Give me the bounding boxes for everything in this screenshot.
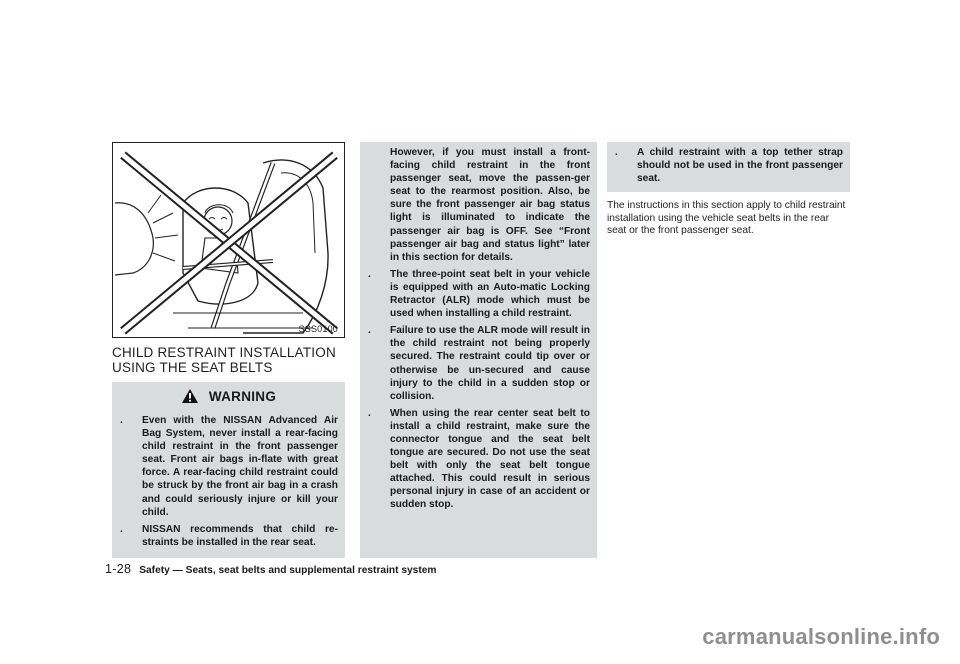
watermark-text: carmanualsonline.info — [702, 624, 940, 649]
bullet: . — [120, 523, 123, 535]
page-footer — [105, 560, 436, 576]
body-paragraph: The instructions in this section apply to child restraint installation using the vehicle seat belts in the rear seat or the front passenger seat. — [607, 200, 846, 237]
warning-heading — [112, 388, 345, 404]
bullet: . — [615, 147, 618, 158]
warning-item-2: NISSAN recommends that child re-straints be installed in the rear seat. — [142, 523, 338, 548]
warning-final-box — [607, 142, 850, 192]
list-item — [607, 146, 850, 185]
col3-item-1: A child restraint with a top tether strap should not be used in the front passenger seat. — [637, 147, 843, 185]
section-title — [112, 345, 352, 375]
col2-item-3: When using the rear center seat belt to install a child restraint, make sure the connector tongue and the seat belt tongue are secured. Do not use the seat belt with only the seat belt tongue attached. This could result in serious personal injury in case of an accident or sudden stop. — [390, 407, 590, 511]
section-title-line1: CHILD RESTRAINT INSTALLATION — [112, 345, 336, 360]
warning-item-1: Even with the NISSAN Advanced Air Bag System, never install a rear-facing child restraint in the front passenger seat. Front air bags in-flate with great force. A rear-facing child restraint could be struck by the front air bag in a crash and could seriously injure or kill your child. — [142, 415, 338, 518]
col2-item-1: The three-point seat belt in your vehicle is equipped with an Auto-matic Locking Retractor (ALR) mode which must be used when installing a child restraint. — [390, 268, 590, 320]
figure-code: SSS0100 — [298, 324, 338, 334]
bullet: . — [368, 407, 371, 419]
bullet: . — [368, 325, 371, 337]
list-item — [360, 324, 597, 403]
bullet: . — [120, 415, 123, 426]
list-item — [112, 414, 345, 519]
list-item — [360, 407, 597, 512]
chapter-title: Safety — Seats, seat belts and supplemental restraint system — [139, 565, 437, 576]
warning-triangle-icon — [181, 388, 199, 404]
warning-label: WARNING — [208, 389, 277, 404]
warning-continuation-text: However, if you must install a front-facing child restraint in the front passenger seat, move the passen-ger seat to the rearmost position. Also, be sure the front passenger air bag status light is illuminated to indicate the passenger air bag is OFF. See “Front passenger air bag and status light” later in this section for details. — [390, 147, 590, 263]
bullet: . — [368, 268, 371, 280]
page-number: 1-28 — [105, 562, 132, 576]
list-item — [360, 268, 597, 320]
section-title-line2: USING THE SEAT BELTS — [112, 360, 273, 375]
illustration-drawing — [113, 143, 345, 338]
warning-list-continued — [360, 268, 597, 512]
col2-item-2: Failure to use the ALR mode will result in the child restraint not being properly secured. The restraint could tip over or otherwise be un-secured and cause injury to the child in a sudden stop or collision. — [390, 325, 590, 402]
list-item — [112, 523, 345, 549]
warning-box — [112, 382, 345, 558]
illustration-child-seat-crossed-out — [112, 142, 345, 338]
warning-continuation-box — [360, 142, 597, 558]
warning-list — [112, 414, 345, 553]
warning-list-final — [607, 146, 850, 185]
